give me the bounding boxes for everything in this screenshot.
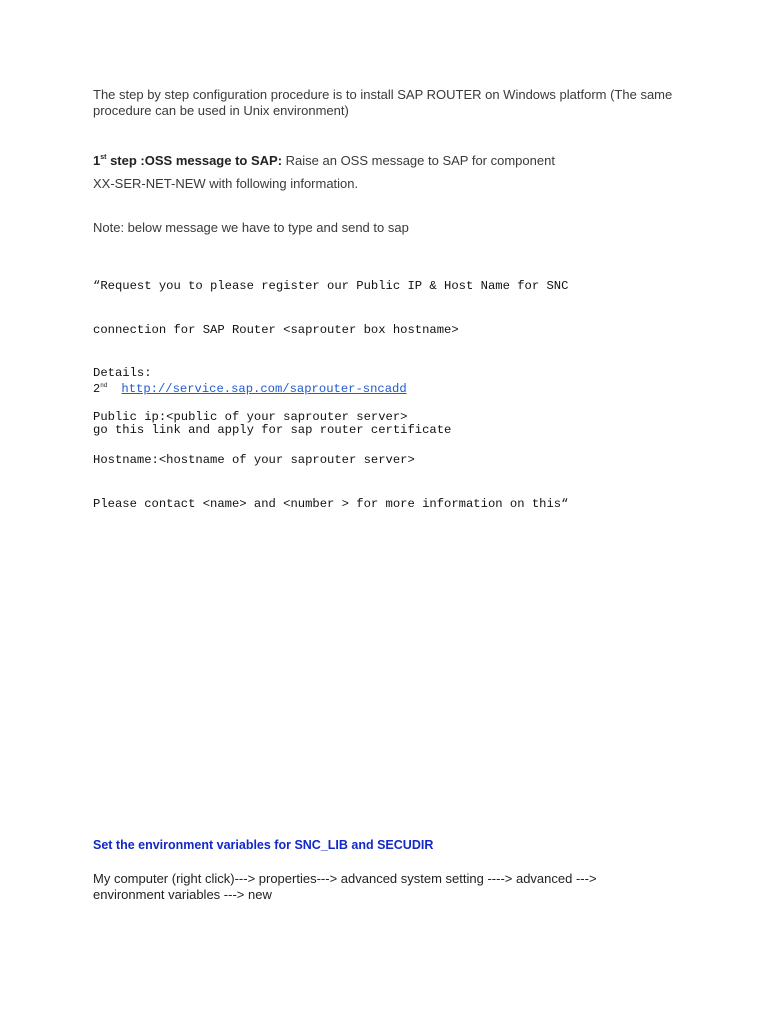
step1-line [93,150,713,169]
go-link-instruction: go this link and apply for sap router certificate [93,423,452,437]
intro-paragraph: The step by step configuration procedure is to install SAP ROUTER on Windows platform (The same procedure can be used in Unix environment) [93,87,673,118]
step2-line [93,379,407,397]
step1-continuation: XX-SER-NET-NEW with following information. [93,176,359,191]
step1-text: Raise an OSS message to SAP for component [282,153,555,168]
message-line: Hostname:<hostname of your saprouter server> [93,453,415,467]
env-variables-path: My computer (right click)---> properties---> advanced system setting ----> advanced ---> environment variables ---> new [93,871,597,902]
note-line: Note: below message we have to type and send to sap [93,220,409,235]
message-line: Public ip:<public of your saprouter server> [93,409,408,424]
sap-router-link[interactable]: http://service.sap.com/saprouter-sncadd [121,382,407,396]
message-line: Details: [93,366,152,380]
step1-label: 1st step :OSS message to SAP: [93,153,283,168]
env-variables-heading: Set the environment variables for SNC_LIB and SECUDIR [93,838,434,852]
message-line: Please contact <name> and <number > for more information on this“ [93,496,569,511]
step2-number: 2nd [93,382,108,396]
message-line: “Request you to please register our Public IP & Host Name for SNC [93,279,569,293]
message-line: connection for SAP Router <saprouter box hostname> [93,322,459,337]
